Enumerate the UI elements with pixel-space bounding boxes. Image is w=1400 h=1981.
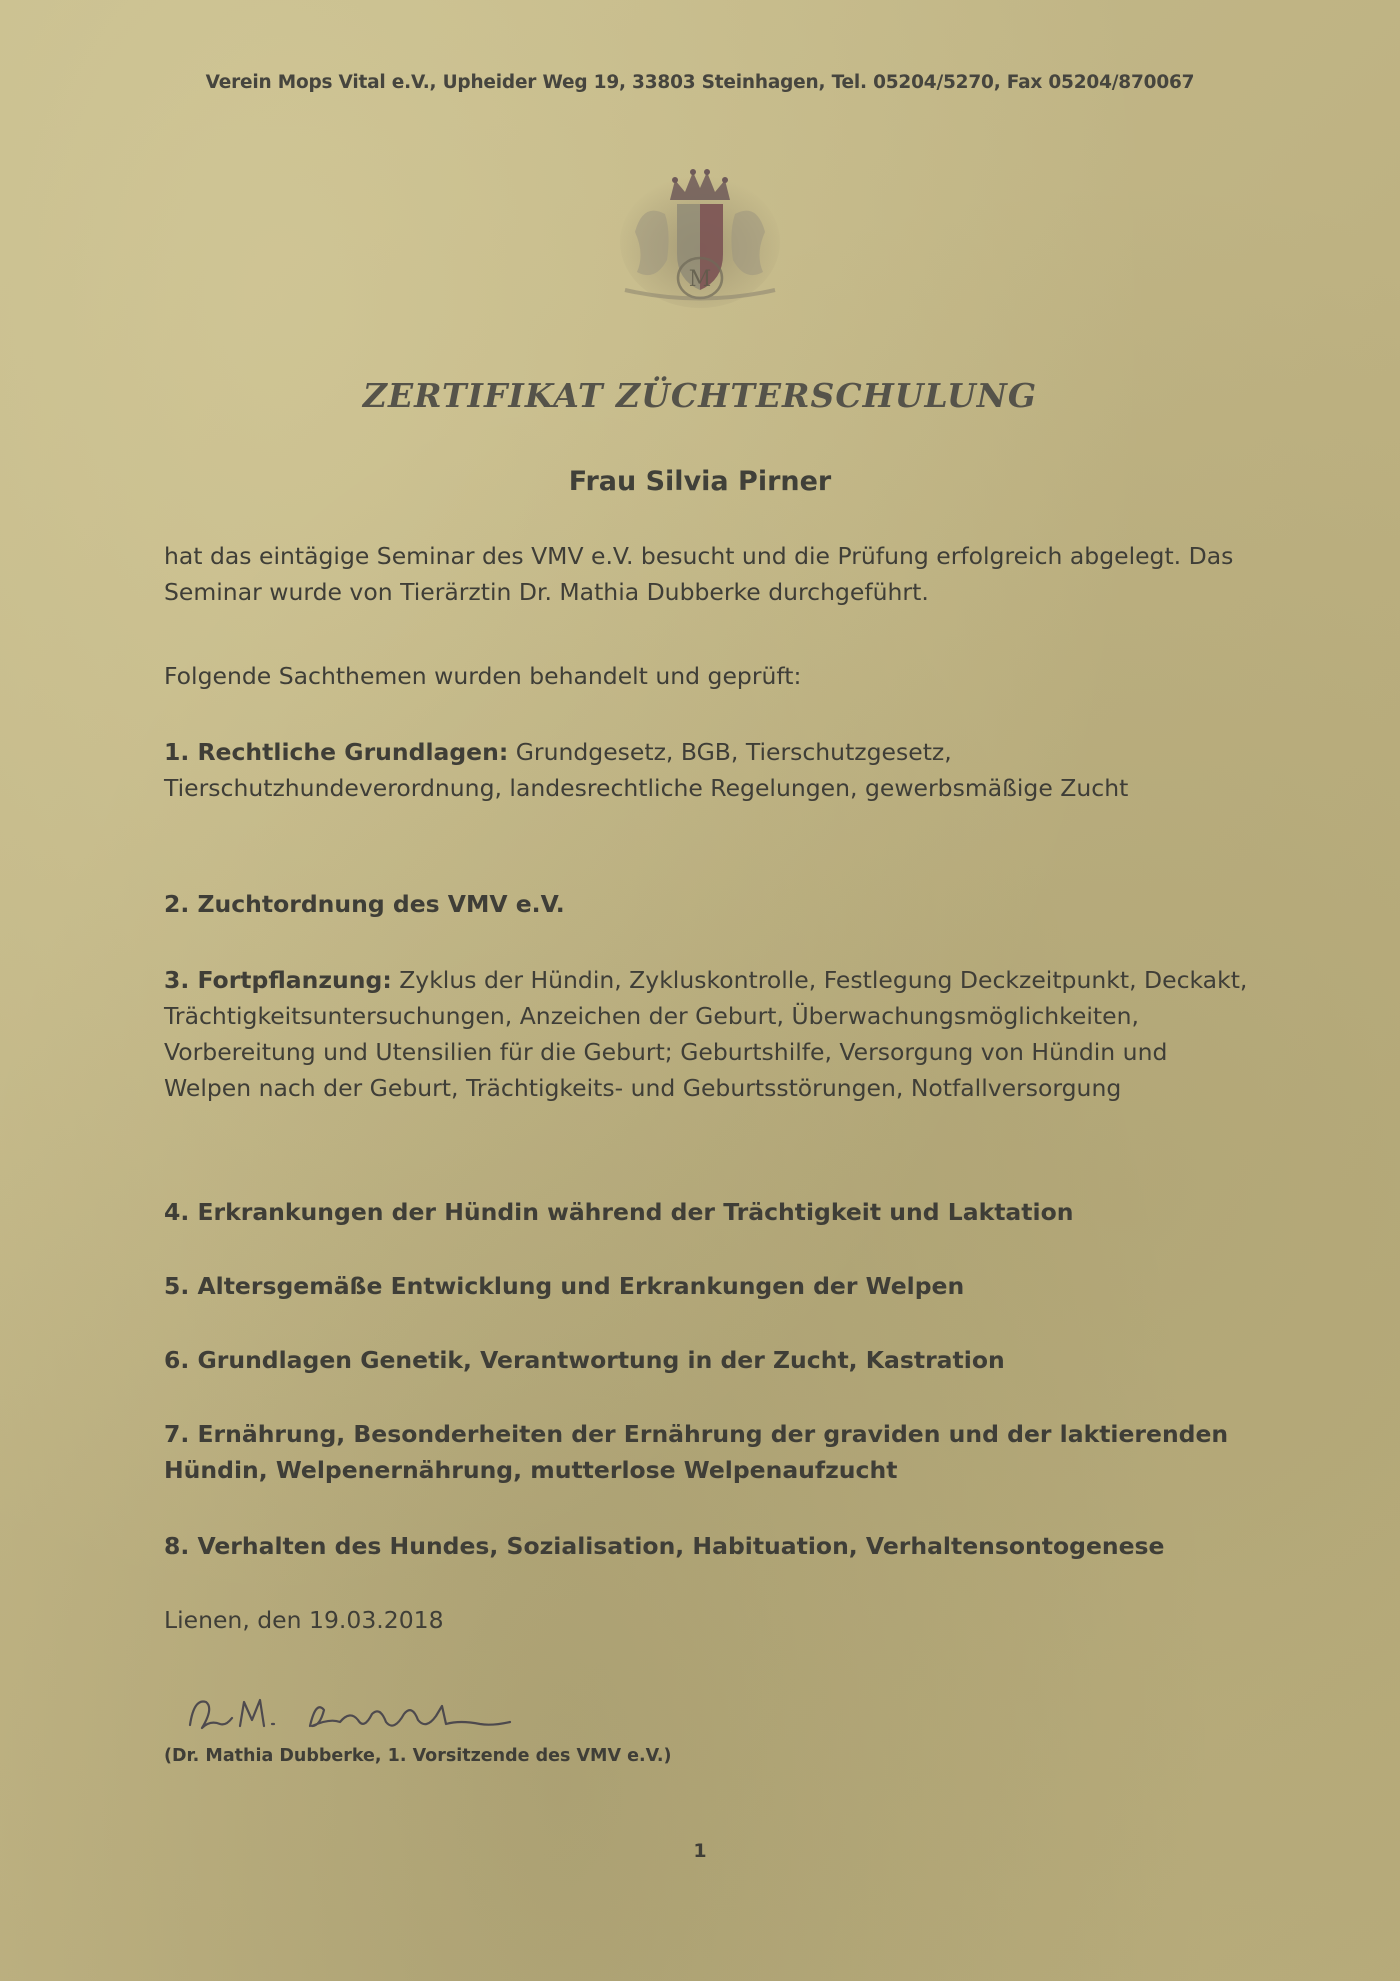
topic-4-heading: 4. Erkrankungen der Hündin während der Trächtigkeit und Laktation	[164, 1198, 1074, 1226]
topic-5	[164, 1268, 1254, 1304]
topic-3	[164, 962, 1254, 1106]
topic-2	[164, 886, 1254, 922]
crest-logo-icon	[615, 162, 785, 312]
intro-paragraph: hat das eintägige Seminar des VMV e.V. besucht und die Prüfung erfolgreich abgelegt. Das Seminar wurde von Tierärztin Dr. Mathia Dubberke durchgeführt.	[164, 542, 1234, 606]
topic-8	[164, 1528, 1254, 1564]
page-number: 1	[693, 1840, 707, 1862]
topic-7	[164, 1416, 1254, 1488]
signer-caption: (Dr. Mathia Dubberke, 1. Vorsitzende des VMV e.V.)	[164, 1746, 672, 1766]
topic-2-heading: 2. Zuchtordnung des VMV e.V.	[164, 890, 565, 918]
handwritten-signature	[180, 1680, 520, 1750]
topic-8-heading: 8. Verhalten des Hundes, Sozialisation, Habituation, Verhaltensontogenese	[164, 1532, 1165, 1560]
topic-1-heading: 1. Rechtliche Grundlagen:	[164, 738, 509, 766]
certificate-title: ZERTIFIKAT ZÜCHTERSCHULUNG	[362, 376, 1038, 415]
topic-6-heading: 6. Grundlagen Genetik, Verantwortung in der Zucht, Kastration	[164, 1346, 1005, 1374]
recipient-name: Frau Silvia Pirner	[568, 466, 832, 497]
topics-heading: Folgende Sachthemen wurden behandelt und geprüft:	[164, 662, 802, 690]
topic-5-heading: 5. Altersgemäße Entwicklung und Erkrankungen der Welpen	[164, 1272, 965, 1300]
crest-letter: M	[688, 267, 712, 292]
letterhead: Verein Mops Vital e.V., Upheider Weg 19, 33803 Steinhagen, Tel. 05204/5270, Fax 05204/870067	[205, 72, 1195, 93]
topic-1	[164, 734, 1254, 806]
topic-3-heading: 3. Fortpflanzung:	[164, 966, 392, 994]
place-and-date: Lienen, den 19.03.2018	[164, 1606, 444, 1634]
topic-1-text: Grundgesetz, BGB, Tierschutzgesetz, Tierschutzhundeverordnung, landesrechtliche Regelungen, gewerbsmäßige Zucht	[164, 738, 1129, 802]
topic-4	[164, 1194, 1254, 1230]
topic-3-text: Zyklus der Hündin, Zykluskontrolle, Festlegung Deckzeitpunkt, Deckakt, Trächtigkeitsuntersuchungen, Anzeichen der Geburt, Überwachungsmöglichkeiten, Vorbereitung und Utensilien für die Geburt; Geburtshilfe, Versorgung von Hündin und Welpen nach der Geburt, Trächtigkeits- und Geburtsstörungen, Notfallversorgung	[164, 966, 1248, 1102]
topic-6	[164, 1342, 1254, 1378]
topic-7-heading: 7. Ernährung, Besonderheiten der Ernährung der graviden und der laktierenden Hündin, Welpenernährung, mutterlose Welpenaufzucht	[164, 1420, 1229, 1484]
